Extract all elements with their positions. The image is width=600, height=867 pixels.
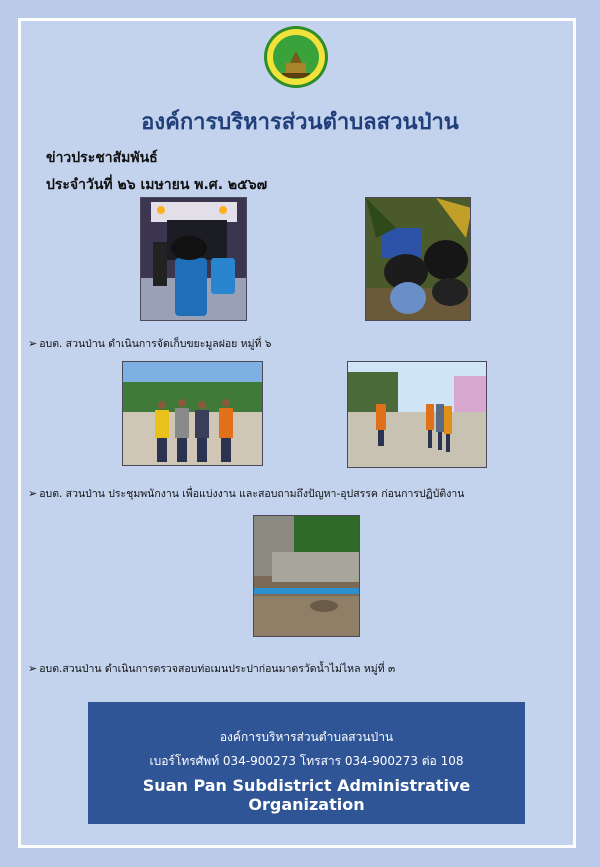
news-label: ข่าวประชาสัมพันธ์ (46, 150, 158, 166)
footer-org-name: องค์การบริหารส่วนตำบลสวนป่าน (219, 730, 394, 744)
caption-item-1: ➢ อบต. สวนป่าน ดำเนินการจัดเก็บขยะมูลฝอย หมู่ที่ ๖ (28, 337, 272, 350)
photo-garbage-truck (140, 197, 247, 321)
date-line: ประจำวันที่ ๒๖ เมษายน พ.ศ. ๒๕๖๗ (46, 177, 268, 193)
bullet-arrow-icon: ➢ (28, 337, 38, 350)
photo-staff-meeting-2 (347, 361, 487, 468)
contact-footer (88, 702, 525, 824)
footer-contact: เบอร์โทรศัพท์ 034-900273 โทรสาร 034-900273 ต่อ 108 (149, 754, 464, 768)
photo-staff-meeting-1 (122, 361, 263, 466)
caption-item-3: ➢ อบต.สวนป่าน ดำเนินการตรวจสอบท่อเมนประปาก่อนมาตรวัดน้ำไม่ไหล หมู่ที่ ๓ (28, 662, 396, 675)
caption-item-2: ➢ อบต. สวนป่าน ประชุมพนักงาน เพื่อแบ่งงาน และสอบถามถึงปัญหา-อุปสรรค ก่อนการปฏิบัติงาน (28, 487, 465, 500)
organization-title: องค์การบริหารส่วนตำบลสวนป่าน (141, 110, 459, 135)
photo-garbage-bags (365, 197, 471, 321)
bullet-arrow-icon: ➢ (28, 487, 38, 500)
footer-english-name: Suan Pan Subdistrict Administrative Organization (142, 776, 471, 814)
bullet-arrow-icon: ➢ (28, 662, 38, 675)
organization-seal-logo (264, 26, 328, 88)
photo-water-pipe-inspection (253, 515, 360, 637)
